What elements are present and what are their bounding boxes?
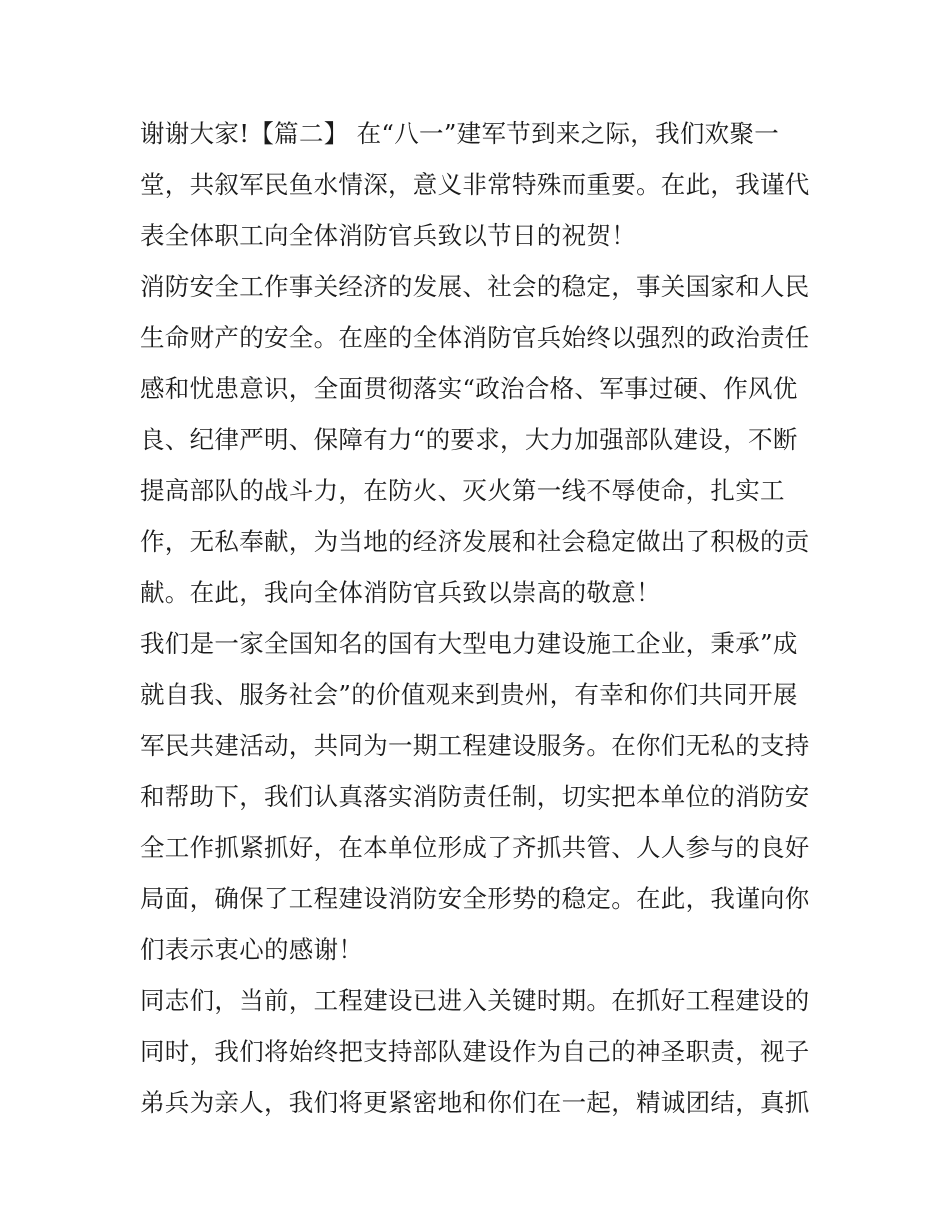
text-line: 同志们，当前，工程建设已进入关键时期。在抓好工程建设的 <box>140 986 810 1015</box>
text-line: 堂，共叙军民鱼水情深，意义非常特殊而重要。在此，我谨代 <box>140 170 810 199</box>
text-line: 全工作抓紧抓好，在本单位形成了齐抓共管、人人参与的良好 <box>140 833 810 862</box>
text-line: 弟兵为亲人，我们将更紧密地和你们在一起，精诚团结，真抓 <box>140 1088 810 1117</box>
text-line: 献。在此，我向全体消防官兵致以崇高的敬意！ <box>140 578 661 607</box>
text-line: 和帮助下，我们认真落实消防责任制，切实把本单位的消防安 <box>140 782 810 811</box>
text-line: 谢谢大家!【篇二】 在“八一”建军节到来之际，我们欢聚一 <box>140 119 780 148</box>
text-line: 们表示衷心的感谢！ <box>140 935 364 964</box>
text-line: 生命财产的安全。在座的全体消防官兵始终以强烈的政治责任 <box>140 323 810 352</box>
text-line: 局面，确保了工程建设消防安全形势的稳定。在此，我谨向你 <box>140 884 810 913</box>
text-line: 提高部队的战斗力，在防火、灭火第一线不辱使命，扎实工 <box>140 476 785 505</box>
text-line: 消防安全工作事关经济的发展、社会的稳定，事关国家和人民 <box>140 272 810 301</box>
text-line: 就自我、服务社会”的价值观来到贵州，有幸和你们共同开展 <box>140 680 798 709</box>
text-line: 同时，我们将始终把支持部队建设作为自己的神圣职责，视子 <box>140 1037 810 1066</box>
text-line: 良、纪律严明、保障有力“的要求，大力加强部队建设，不断 <box>140 425 798 454</box>
text-line: 作，无私奉献，为当地的经济发展和社会稳定做出了积极的贡 <box>140 527 810 556</box>
document-body <box>140 108 820 1128</box>
text-line: 表全体职工向全体消防官兵致以节日的祝贺！ <box>140 221 636 250</box>
text-line: 感和忧患意识，全面贯彻落实“政治合格、军事过硬、作风优 <box>140 374 798 403</box>
text-line: 我们是一家全国知名的国有大型电力建设施工企业，秉承”成 <box>140 629 798 658</box>
text-line: 军民共建活动，共同为一期工程建设服务。在你们无私的支持 <box>140 731 810 760</box>
